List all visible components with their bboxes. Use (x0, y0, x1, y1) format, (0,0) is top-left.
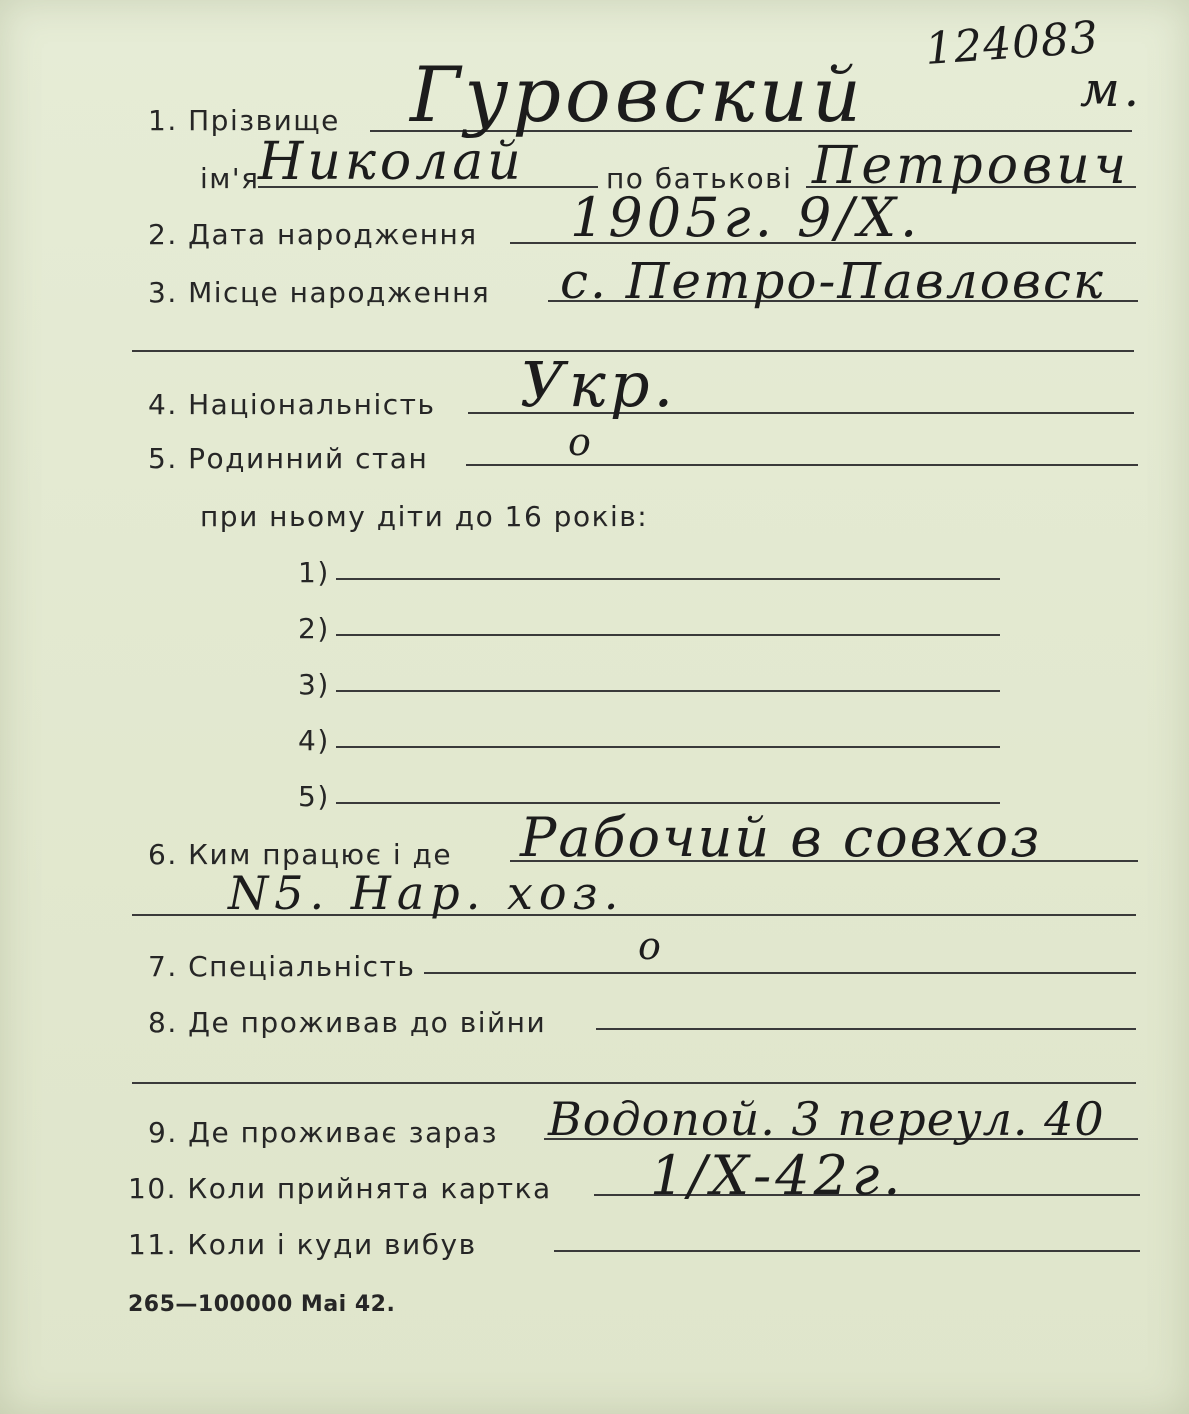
work-value-2[interactable]: N5. Нар. хоз. (228, 866, 625, 920)
accepted-label: 10. Коли прийнята картка (128, 1172, 552, 1205)
work-label: 6. Ким працює і де (148, 838, 453, 871)
child-3-line[interactable] (336, 690, 1000, 692)
marital-line (466, 464, 1138, 466)
name-label: ім'я (200, 162, 260, 195)
specialty-line (424, 972, 1136, 974)
child-2-label: 2) (298, 612, 330, 645)
child-5-line[interactable] (336, 802, 1000, 804)
name-value[interactable]: Николай (258, 132, 525, 192)
nationality-label: 4. Національність (148, 388, 436, 421)
pob-label: 3. Місце народження (148, 276, 491, 309)
marital-value[interactable]: о (568, 420, 595, 464)
child-1-line[interactable] (336, 578, 1000, 580)
stamp-number: 124083 (923, 11, 1101, 76)
pob-value[interactable]: с. Петро-Павловск (560, 252, 1105, 310)
prewar-label: 8. Де проживав до війни (148, 1006, 547, 1039)
print-footer: 265—100000 Mai 42. (128, 1292, 396, 1317)
work-value-1[interactable]: Рабочий в совхоз (520, 806, 1042, 869)
header-mark: м. (1080, 62, 1144, 118)
specialty-label: 7. Спеціальність (148, 950, 416, 983)
child-5-label: 5) (298, 780, 330, 813)
marital-label: 5. Родинний стан (148, 442, 429, 475)
child-4-line[interactable] (336, 746, 1000, 748)
surname-label: 1. Прізвище (148, 104, 340, 137)
nationality-value[interactable]: Укр. (520, 348, 678, 421)
dob-label: 2. Дата народження (148, 218, 478, 251)
prewar-line-2[interactable] (132, 1082, 1136, 1084)
current-label: 9. Де проживає зараз (148, 1116, 499, 1149)
child-2-line[interactable] (336, 634, 1000, 636)
accepted-value[interactable]: 1/Х-42г. (650, 1144, 905, 1207)
child-1-label: 1) (298, 556, 330, 589)
child-4-label: 4) (298, 724, 330, 757)
child-3-label: 3) (298, 668, 330, 701)
children-label: при ньому діти до 16 років: (200, 500, 649, 533)
specialty-value[interactable]: о (638, 924, 665, 968)
patronymic-value[interactable]: Петрович (812, 136, 1131, 196)
prewar-line[interactable] (596, 1028, 1136, 1030)
current-value[interactable]: Водопой. 3 переул. 40 (548, 1092, 1105, 1146)
left-line[interactable] (554, 1250, 1140, 1252)
surname-value[interactable]: Гуровский (410, 50, 865, 139)
patronymic-label: по батькові (606, 162, 793, 195)
left-label: 11. Коли і куди вибув (128, 1228, 477, 1261)
dob-value[interactable]: 1905г. 9/Х. (570, 186, 922, 249)
